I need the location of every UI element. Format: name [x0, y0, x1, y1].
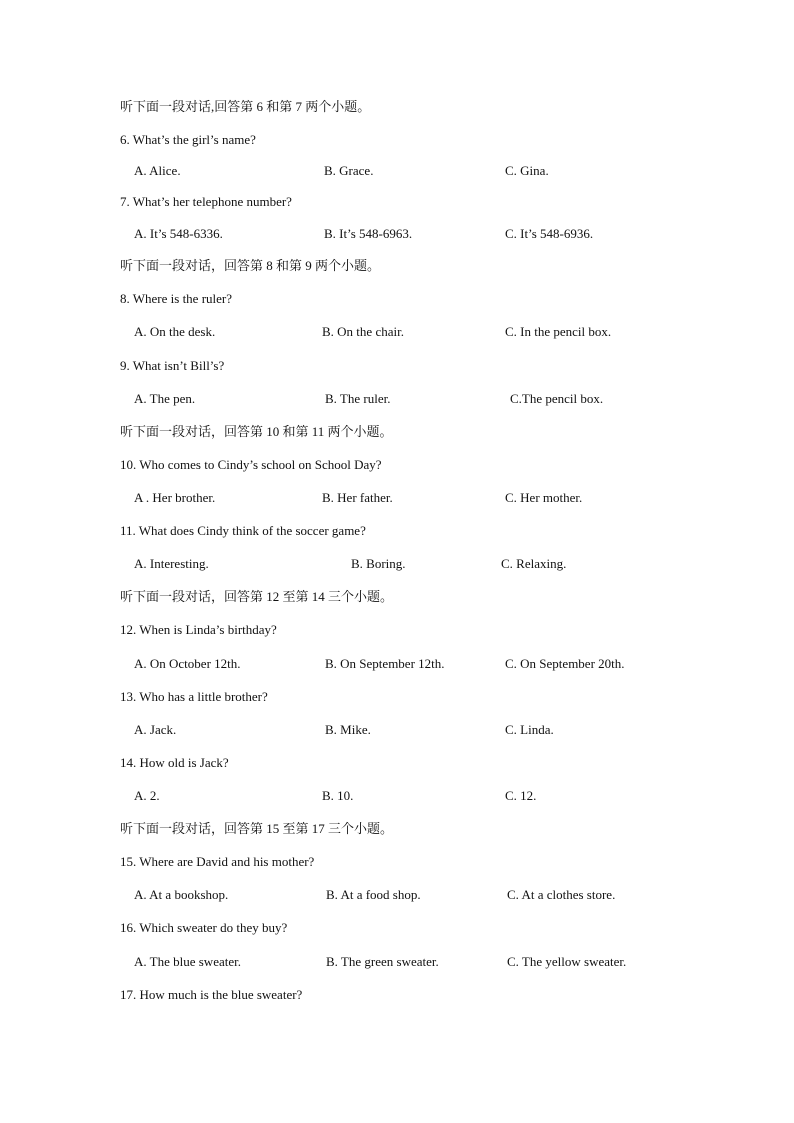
- option-c: C.The pencil box.: [510, 391, 604, 406]
- question-text: 13. Who has a little brother?: [120, 689, 268, 704]
- section-header: 听下面一段对话，回答第 10 和第 11 两个小题。: [120, 424, 393, 439]
- question-text: 8. Where is the ruler?: [120, 291, 233, 306]
- option-c: C. The yellow sweater.: [507, 954, 627, 969]
- option-a: A. On the desk.: [134, 324, 216, 339]
- option-c: C. Linda.: [505, 722, 554, 737]
- question-text: 6. What’s the girl’s name?: [120, 132, 256, 147]
- option-c: C. At a clothes store.: [507, 887, 616, 902]
- option-b: B. The ruler.: [325, 391, 391, 406]
- question-text: 17. How much is the blue sweater?: [120, 987, 303, 1002]
- option-c: C. 12.: [505, 788, 537, 803]
- option-b: B. Boring.: [351, 556, 406, 571]
- section-header: 听下面一段对话，回答第 12 至第 14 三个小题。: [120, 589, 394, 604]
- option-c: C. In the pencil box.: [505, 324, 612, 339]
- option-c: C. Gina.: [505, 163, 549, 178]
- question-text: 12. When is Linda’s birthday?: [120, 622, 277, 637]
- question-text: 9. What isn’t Bill’s?: [120, 358, 225, 373]
- option-b: B. The green sweater.: [326, 954, 439, 969]
- option-a: A . Her brother.: [134, 490, 216, 505]
- option-c: C. Relaxing.: [501, 556, 567, 571]
- option-b: B. Grace.: [324, 163, 374, 178]
- option-a: A. 2.: [134, 788, 160, 803]
- option-c: C. Her mother.: [505, 490, 583, 505]
- section-header: 听下面一段对话,回答第 6 和第 7 两个小题。: [120, 99, 371, 114]
- option-b: B. Her father.: [322, 490, 393, 505]
- option-b: B. At a food shop.: [326, 887, 421, 902]
- option-a: A. At a bookshop.: [134, 887, 229, 902]
- question-text: 7. What’s her telephone number?: [120, 194, 292, 209]
- question-text: 15. Where are David and his mother?: [120, 854, 315, 869]
- question-text: 11. What does Cindy think of the soccer game?: [120, 523, 366, 538]
- option-b: B. It’s 548-6963.: [324, 226, 413, 241]
- option-a: A. Jack.: [134, 722, 177, 737]
- option-a: A. The pen.: [134, 391, 196, 406]
- option-b: B. 10.: [322, 788, 354, 803]
- option-a: A. Alice.: [134, 163, 181, 178]
- question-text: 14. How old is Jack?: [120, 755, 229, 770]
- option-b: B. On September 12th.: [325, 656, 445, 671]
- section-header: 听下面一段对话，回答第 15 至第 17 三个小题。: [120, 821, 394, 836]
- option-a: A. Interesting.: [134, 556, 209, 571]
- option-c: C. It’s 548-6936.: [505, 226, 594, 241]
- section-header: 听下面一段对话，回答第 8 和第 9 两个小题。: [120, 258, 381, 273]
- question-text: 16. Which sweater do they buy?: [120, 920, 288, 935]
- question-text: 10. Who comes to Cindy’s school on School Day?: [120, 457, 382, 472]
- option-a: A. On October 12th.: [134, 656, 241, 671]
- option-c: C. On September 20th.: [505, 656, 625, 671]
- option-a: A. It’s 548-6336.: [134, 226, 223, 241]
- option-b: B. On the chair.: [322, 324, 404, 339]
- option-b: B. Mike.: [325, 722, 371, 737]
- option-a: A. The blue sweater.: [134, 954, 241, 969]
